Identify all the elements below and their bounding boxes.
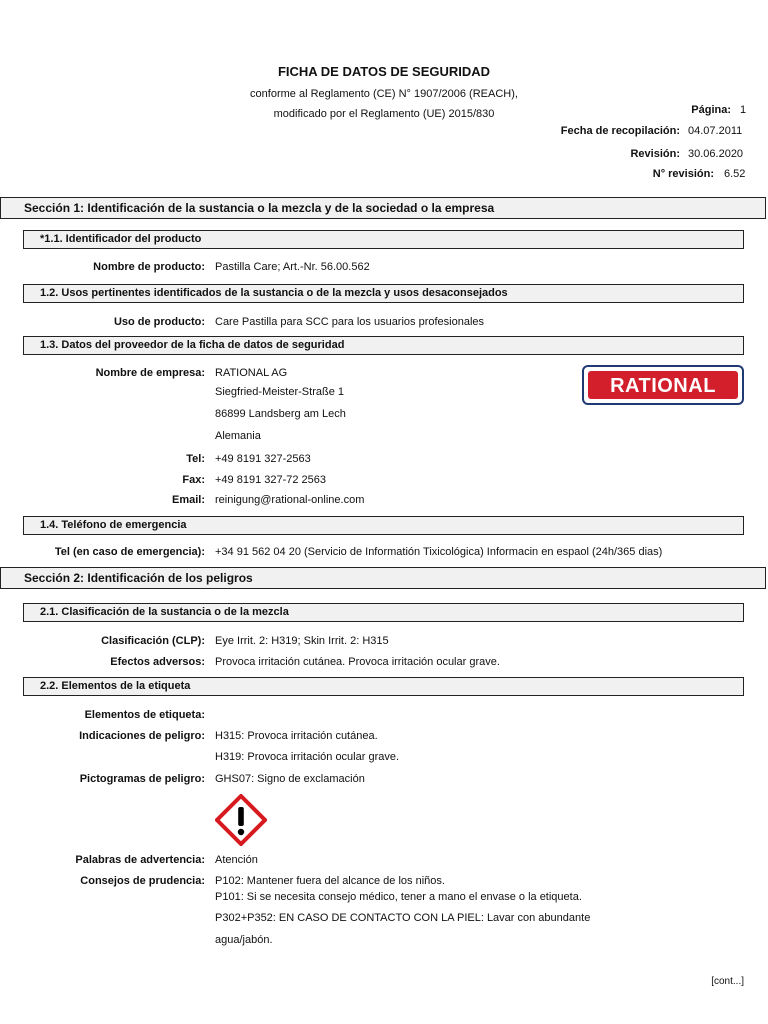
logo-text: RATIONAL <box>610 375 716 397</box>
subsection-1-4-header <box>23 516 744 535</box>
pictogram-value: GHS07: Signo de exclamación <box>215 773 365 785</box>
hazard-statements-label: Indicaciones de peligro: <box>79 730 205 742</box>
subsection-1-3-title: 1.3. Datos del proveedor de la ficha de datos de seguridad <box>40 339 345 351</box>
logo-background <box>588 371 738 399</box>
section-1-title: Sección 1: Identificación de la sustancia o la mezcla y de la sociedad o la empresa <box>24 201 495 215</box>
company-city: 86899 Landsberg am Lech <box>215 408 346 420</box>
subsection-1-4-title: 1.4. Teléfono de emergencia <box>40 519 187 531</box>
section-1-header <box>0 197 766 219</box>
emergency-tel-label: Tel (en caso de emergencia): <box>54 546 205 558</box>
adverse-effects-label: Efectos adversos: <box>110 656 205 668</box>
subsection-1-1-header <box>23 230 744 249</box>
company-name: RATIONAL AG <box>215 367 288 379</box>
fax-value: +49 8191 327-72 2563 <box>215 474 327 486</box>
exclamation-diamond-icon <box>215 794 267 846</box>
signal-word-value: Atención <box>215 854 258 866</box>
regulation-line-1: conforme al Reglamento (CE) N° 1907/2006 (REACH), <box>250 88 518 100</box>
product-name-label: Nombre de producto: <box>93 261 205 273</box>
regulation-line-2: modificado por el Reglamento (UE) 2015/830 <box>273 108 495 120</box>
product-name-value: Pastilla Care; Art.-Nr. 56.00.562 <box>215 261 370 273</box>
subsection-1-2-title: 1.2. Usos pertinentes identificados de la sustancia o de la mezcla y usos desaconsejados <box>40 287 508 299</box>
subsection-2-1-header <box>23 603 744 622</box>
subsection-1-3-header <box>23 336 744 355</box>
company-street: Siegfried-Meister-Straße 1 <box>215 386 344 398</box>
fax-label: Fax: <box>182 474 205 486</box>
product-use-label: Uso de producto: <box>113 316 205 328</box>
label-elements-label: Elementos de etiqueta: <box>84 709 205 721</box>
section-2-title: Sección 2: Identificación de los peligros <box>24 571 253 585</box>
revision-number-value: 6.52 <box>724 168 746 180</box>
clp-classification-value: Eye Irrit. 2: H319; Skin Irrit. 2: H315 <box>215 635 389 647</box>
precaution-p302-p352: P302+P352: EN CASO DE CONTACTO CON LA PIEL: Lavar con abundante <box>215 912 591 924</box>
document-title: FICHA DE DATOS DE SEGURIDAD <box>277 64 491 79</box>
precaution-p302-p352-cont: agua/jabón. <box>215 934 273 946</box>
tel-label: Tel: <box>186 453 205 465</box>
revision-label: Revisión: <box>630 148 680 160</box>
pictograms-label: Pictogramas de peligro: <box>79 773 205 785</box>
subsection-1-2-header <box>23 284 744 303</box>
signal-word-label: Palabras de advertencia: <box>75 854 205 866</box>
hazard-statement-h319: H319: Provoca irritación ocular grave. <box>215 751 400 763</box>
rational-logo <box>582 365 744 405</box>
subsection-2-1-title: 2.1. Clasificación de la sustancia o de la mezcla <box>40 606 289 618</box>
adverse-effects-value: Provoca irritación cutánea. Provoca irritación ocular grave. <box>215 656 500 668</box>
revision-value: 30.06.2020 <box>688 148 744 160</box>
revision-number-label: N° revisión: <box>652 168 714 180</box>
emergency-tel-value: +34 91 562 04 20 (Servicio de Informatión Tixicológica) Informacin en espaol (24h/365 dias) <box>215 546 663 558</box>
compiled-value: 04.07.2011 <box>688 125 743 137</box>
company-name-label: Nombre de empresa: <box>95 367 205 379</box>
precaution-p102: P102: Mantener fuera del alcance de los niños. <box>215 875 445 887</box>
compiled-label: Fecha de recopilación: <box>560 125 680 137</box>
email-value[interactable]: reinigung@rational-online.com <box>215 494 365 506</box>
page-label: Página: <box>691 104 731 116</box>
clp-classification-label: Clasificación (CLP): <box>101 635 205 647</box>
precautionary-statements-label: Consejos de prudencia: <box>80 875 205 887</box>
subsection-2-2-title: 2.2. Elementos de la etiqueta <box>40 680 191 692</box>
company-country: Alemania <box>215 430 261 442</box>
subsection-2-2-header <box>23 677 744 696</box>
page-value: 1 <box>740 104 747 116</box>
continued-marker: [cont...] <box>711 976 744 987</box>
hazard-statement-h315: H315: Provoca irritación cutánea. <box>215 730 378 742</box>
section-2-header <box>0 567 766 589</box>
subsection-1-1-title: *1.1. Identificador del producto <box>40 233 202 245</box>
email-label: Email: <box>171 494 205 506</box>
precaution-p101: P101: Si se necesita consejo médico, tener a mano el envase o la etiqueta. <box>215 891 582 903</box>
tel-value: +49 8191 327-2563 <box>215 453 311 465</box>
product-use-value: Care Pastilla para SCC para los usuarios profesionales <box>215 316 485 328</box>
